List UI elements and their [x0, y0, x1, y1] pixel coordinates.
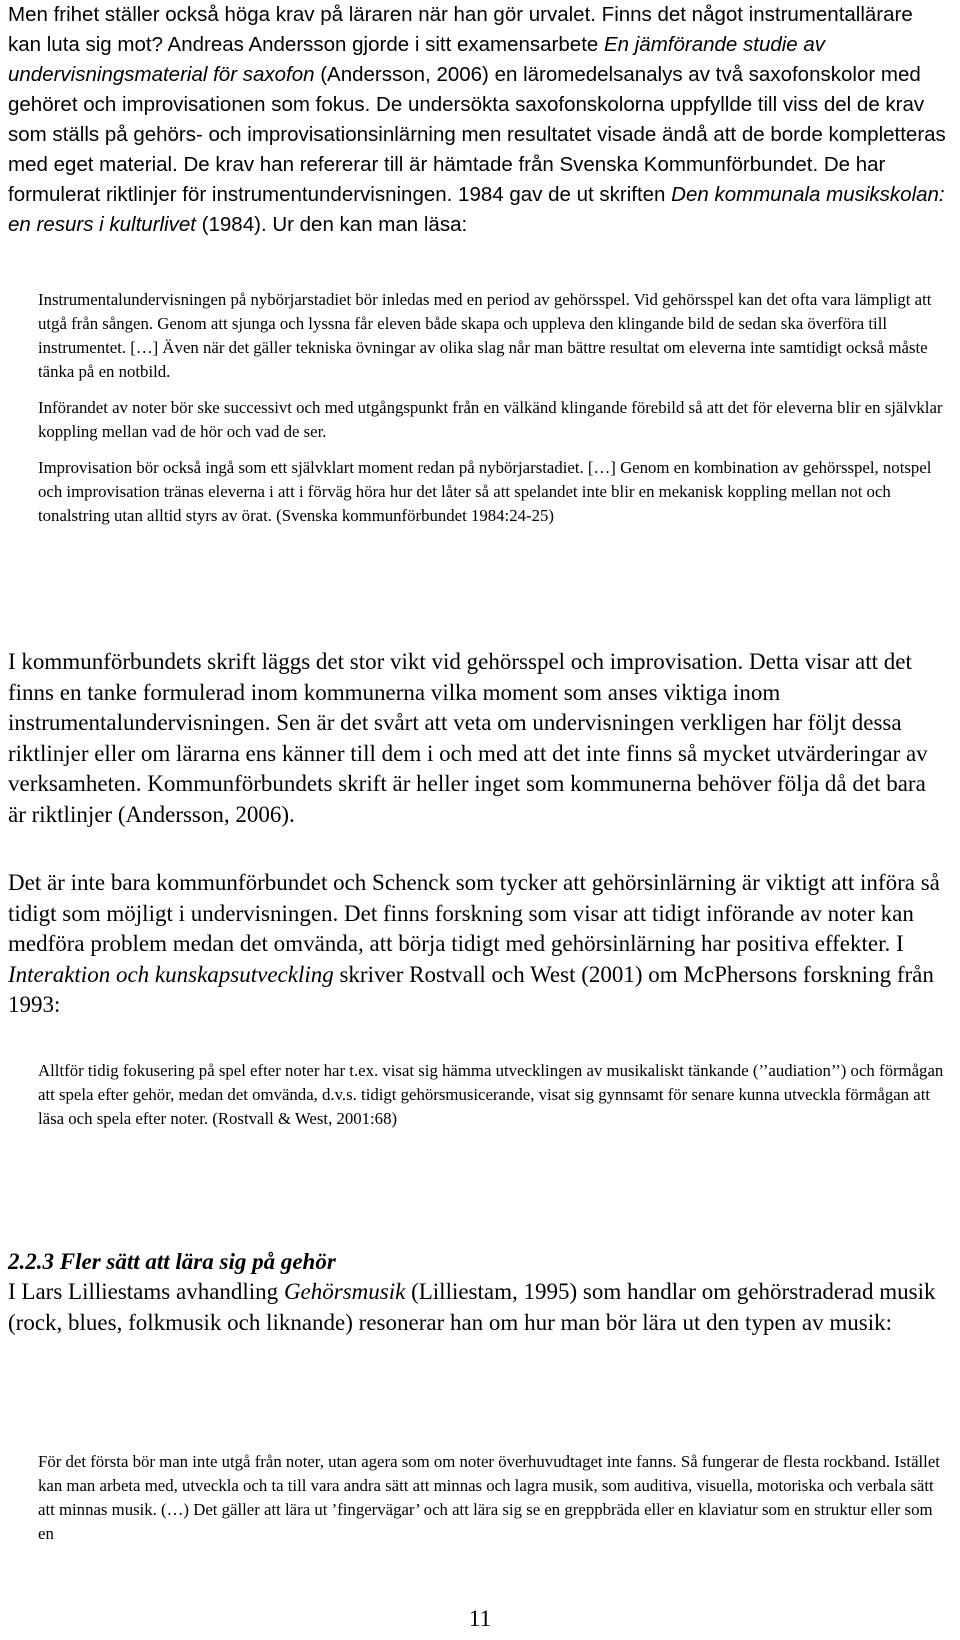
cited-title: Interaktion och kunskapsutveckling: [8, 961, 334, 987]
cited-title: Gehörsmusik: [283, 1279, 406, 1304]
paragraph-text: (1984). Ur den kan man läsa:: [195, 213, 468, 236]
cited-publication: Den kommunala musikskolan: en resurs i kulturlivet: [8, 183, 945, 236]
paragraph-text: I Lars Lilliestams avhandling: [8, 1279, 284, 1304]
page-number: 11: [468, 1606, 492, 1631]
body-paragraph: [8, 0, 948, 240]
body-paragraph: [8, 1277, 948, 1338]
block-quote: För det första bör man inte utgå från noter, utan agera som om noter överhuvudtaget inte fanns. Så fungerar de flesta rockband. Istället kan man arbeta med, utveckla och ta till vara andra sätt att minnas och lagra musik, som auditiva, visuella, motoriska och verbala sätt att minnas musik. (…) Det gäller att lära ut ’fingervägar’ och att lära sig se en greppbräda eller en klaviatur som en struktur eller som en: [38, 1452, 940, 1543]
block-quote: [38, 288, 948, 540]
paragraph-text: skriver Rostvall och West (2001) om McPhersons forskning från 1993:: [8, 961, 934, 1018]
paragraph-text: Men frihet ställer också höga krav på läraren när han gör urvalet. Finns det något instrumentallärare kan luta sig mot? Andreas Andersson gjorde i sitt examensarbete: [8, 3, 913, 56]
paragraph-text: (Lilliestam, 1995) som handlar om gehörstraderad musik (rock, blues, folkmusik och liknande) resonerar han om hur man bör lära ut den typen av musik:: [8, 1279, 936, 1335]
quote-paragraph: Införandet av noter bör ske successivt och med utgångspunkt från en välkänd klingande förebild så att det för eleverna blir en självklar koppling mellan vad de hör och vad de ser.: [38, 398, 943, 441]
paragraph-text: (Andersson, 2006) en läromedelsanalys av två saxofonskolor med gehöret och improvisationen som fokus. De undersökta saxofonskolorna uppfyllde till viss del de krav som ställs på gehörs- och improvisationsinlärning men resultatet visade ändå att de borde kompletteras med eget material. De krav han refererar till är hämtade från Svenska Kommunförbundet. De har formulerat riktlinjer för instrumentundervisningen. 1984 gav de ut skriften: [8, 63, 946, 206]
quote-paragraph: Instrumentalundervisningen på nybörjarstadiet bör inledas med en period av gehörsspel. Vid gehörsspel kan det ofta vara lämpligt att utgå från sången. Genom att sjunga och lyssna får eleven både skapa och uppleva den klingande bild de sedan ska överföra till instrumentet. […] Även när det gäller tekniska övningar av olika slag når man bättre resultat om eleverna inte samtidigt också måste tänka på en notbild.: [38, 290, 932, 381]
quote-paragraph: Improvisation bör också ingå som ett självklart moment redan på nybörjarstadiet. […] Genom en kombination av gehörsspel, notspel och improvisation tränas eleverna i att i förväg höra hur det låter så att spelandet inte blir en mekanisk koppling mellan not och tonalstring utan alltid styrs av örat. (Svenska kommunförbundet 1984:24-25): [38, 458, 932, 525]
paragraph-text: Det är inte bara kommunförbundet och Schenck som tycker att gehörsinlärning är viktigt att införa så tidigt som möjligt i undervisningen. Det finns forskning som visar att tidigt införande av noter kan medföra problem medan det omvända, att börja tidigt med gehörsinlärning har positiva effekter. I: [8, 870, 940, 957]
section-heading: 2.2.3 Fler sätt att lära sig på gehör: [8, 1249, 336, 1274]
cited-title: En jämförande studie av undervisningsmaterial för saxofon: [8, 33, 826, 86]
body-paragraph: I kommunförbundets skrift läggs det stor vikt vid gehörsspel och improvisation. Detta visar att det finns en tanke formulerad inom kommunerna vilka moment som anses viktiga inom instrumentalundervisningen. Sen är det svårt att veta om undervisningen verkligen har följt dessa riktlinjer eller om lärarna ens känner till dem i och med att det inte finns så mycket utvärderingar av verksamheten. Kommunförbundets skrift är heller inget som kommunerna behöver följa då det bara är riktlinjer (Andersson, 2006).: [8, 649, 928, 827]
body-paragraph: [8, 868, 948, 1021]
block-quote: Alltför tidig fokusering på spel efter noter har t.ex. visat sig hämma utvecklingen av musikaliskt tänkande (’’audiation’’) och förmågan att spela efter gehör, medan det omvända, d.v.s. tidigt gehörsmusicerande, visat sig gynnsamt för senare kunna utveckla förmågan att läsa och spela efter noter. (Rostvall & West, 2001:68): [38, 1061, 944, 1128]
